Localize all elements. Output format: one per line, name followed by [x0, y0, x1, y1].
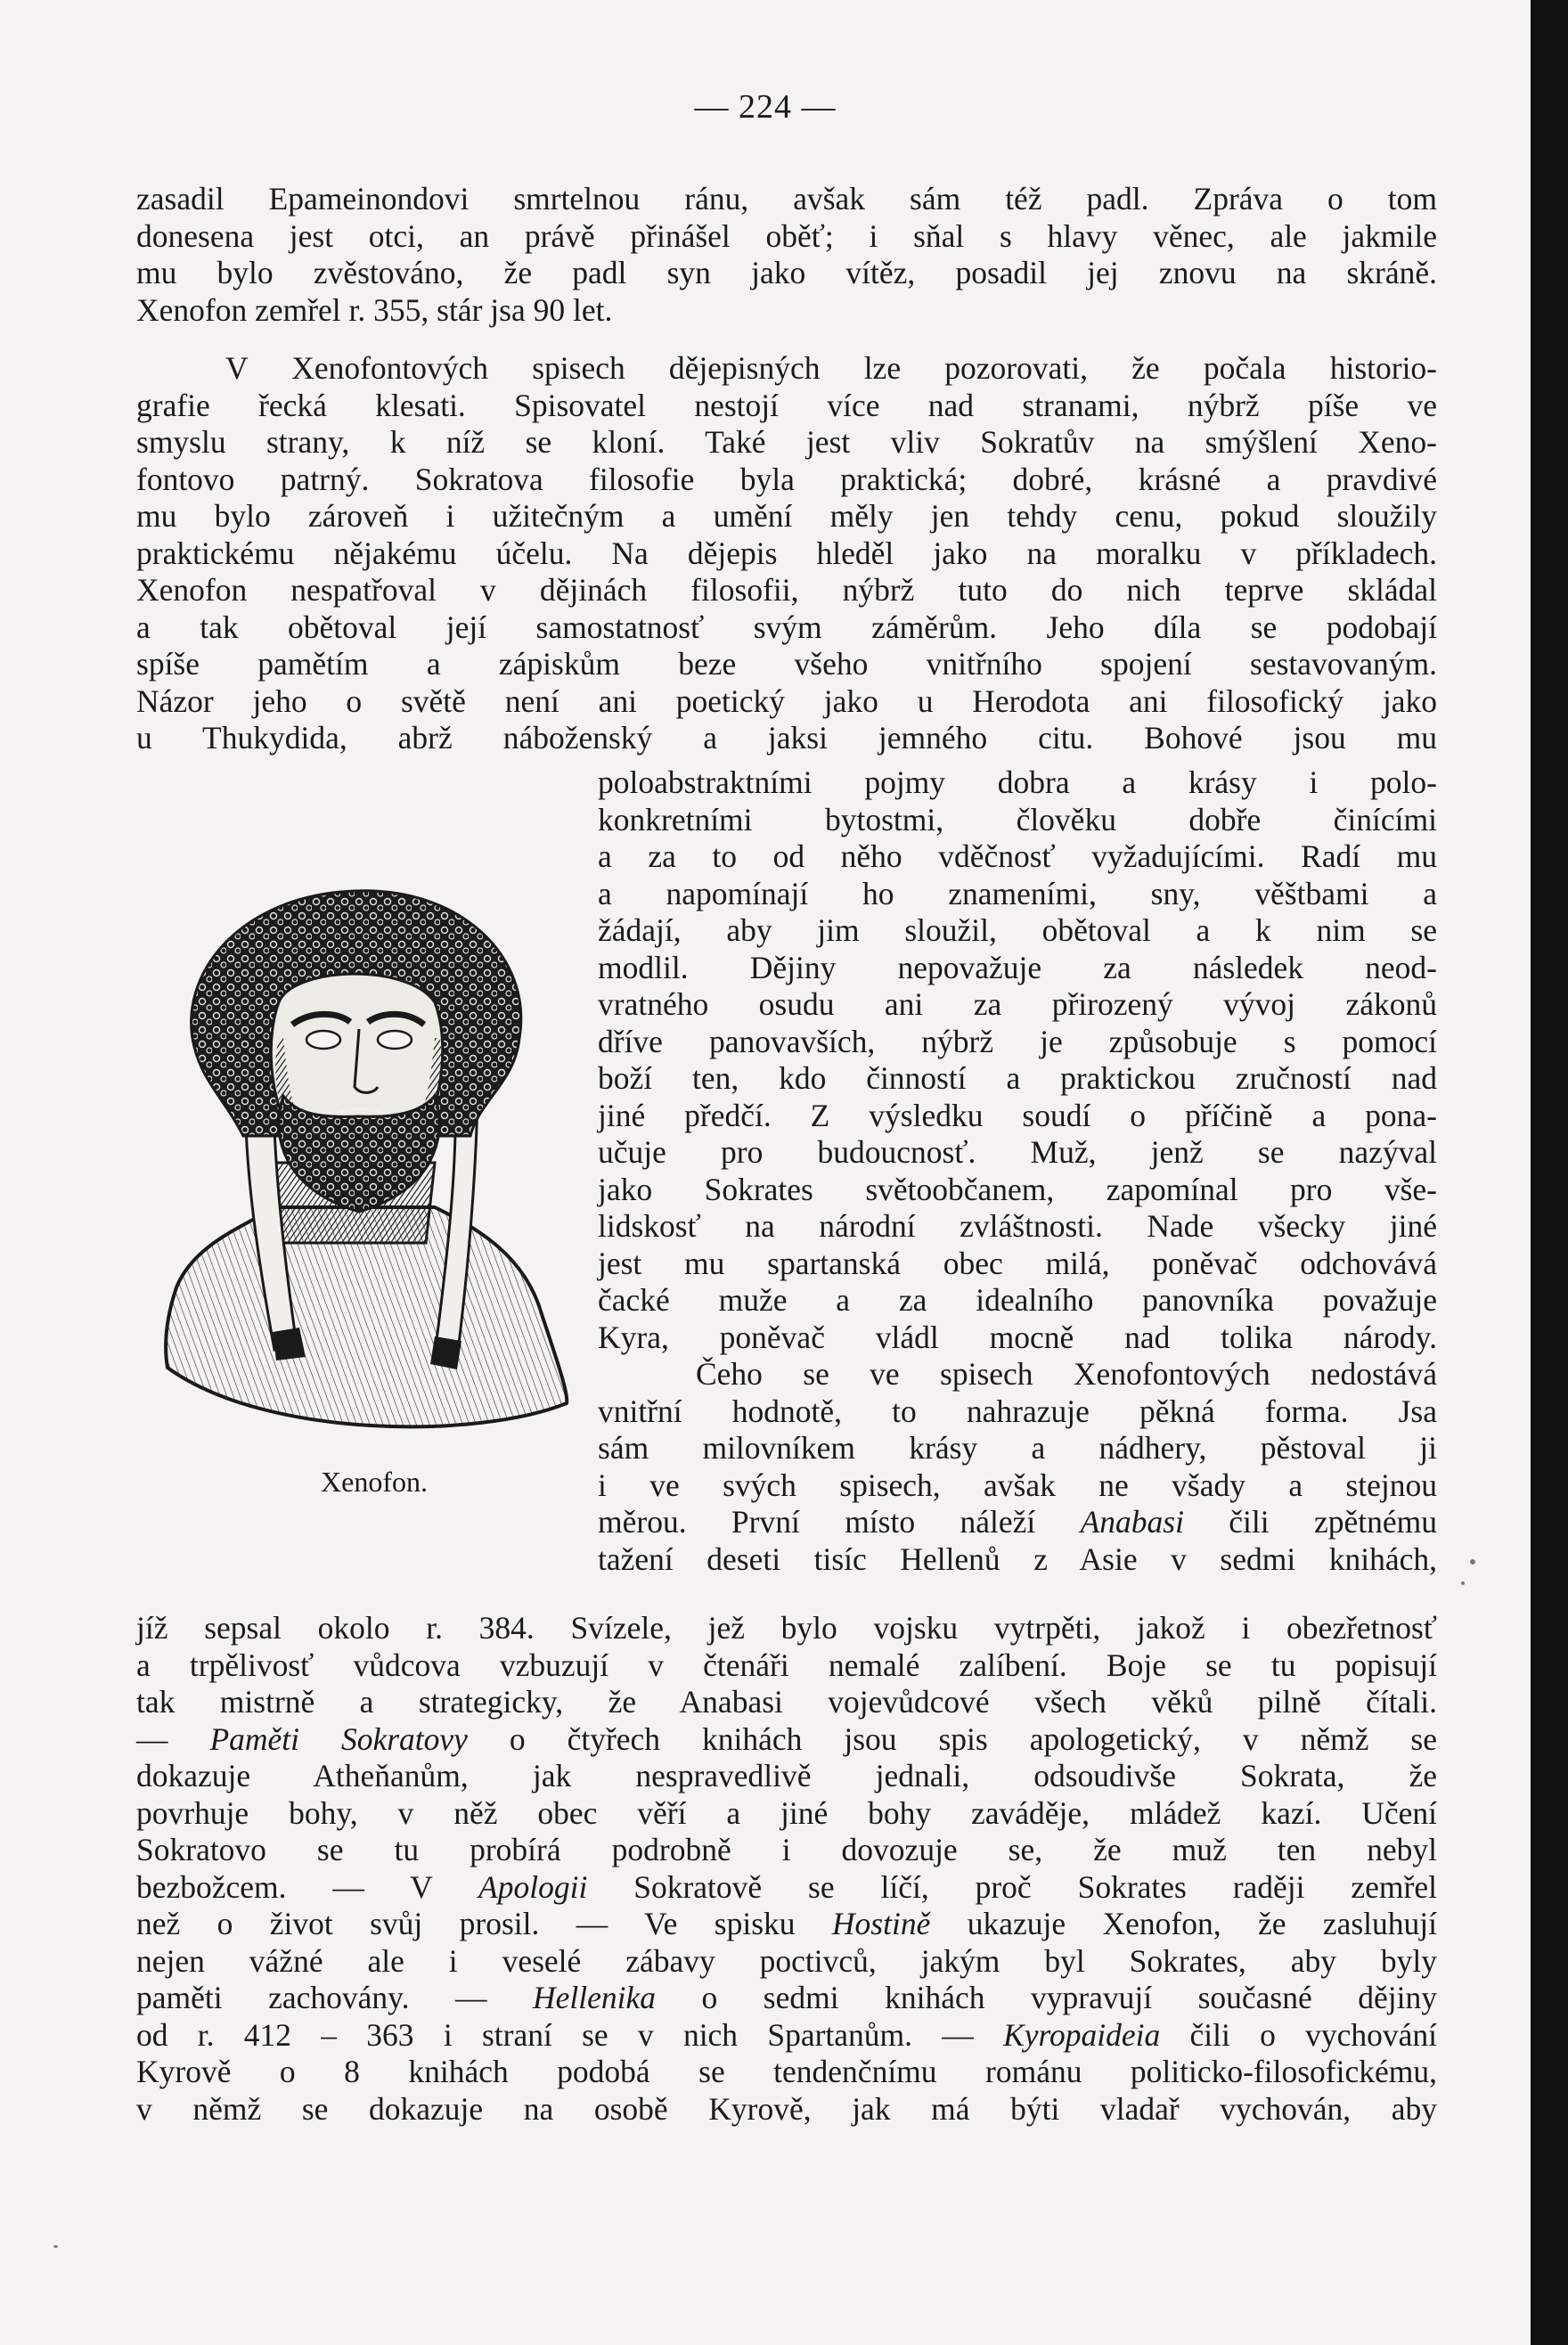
text-line: praktickému nějakému účelu. Na dějepis hleděl jako na moralku v příkladech.	[136, 535, 1437, 571]
text-line	[136, 1721, 1437, 1759]
text-line: Xenofon zemřel r. 355, stár jsa 90 let.	[136, 291, 613, 328]
text-line: mu bylo zároveň i užitečným a umění měly jen tehdy cenu, pokud sloužily	[136, 498, 1437, 534]
text-line: poloabstraktními pojmy dobra a krásy i polo-	[598, 764, 1437, 800]
text-line: fontovo patrný. Sokratova filosofie byla praktická; dobré, krásné a pravdivé	[136, 461, 1437, 497]
page-number: — 224 —	[694, 88, 837, 126]
text-line: tažení deseti tisíc Hellenů z Asie v sedmi knihách,	[598, 1540, 1437, 1577]
work-title: Apologii	[478, 1868, 588, 1905]
text-run: ukazuje Xenofon, že zasluhují	[930, 1906, 1437, 1941]
text-line: a trpělivosť vůdcova vzbuzují v čtenáři nemalé zalíbení. Boje se tu popisují	[136, 1646, 1437, 1683]
text-line: Čeho se ve spisech Xenofontových nedostává	[696, 1356, 1437, 1392]
work-title: Paměti Sokratovy	[209, 1720, 468, 1757]
text-run: od r. 412 – 363 i straní se v nich Spartanům. —	[136, 2016, 1004, 2053]
text-run: čili zpětnému	[1183, 1504, 1437, 1540]
text-line	[598, 1504, 1437, 1541]
paragraph-1	[136, 181, 1437, 329]
portrait-caption: Xenofon.	[321, 1466, 428, 1498]
text-line	[136, 2017, 1437, 2055]
paragraph-3-full	[136, 1610, 1437, 2128]
text-line: jest mu spartanská obec milá, poněvač odchovává	[598, 1245, 1437, 1281]
text-line: Kyrově o 8 knihách podobá se tendenčnímu románu politicko-filosofickému,	[136, 2054, 1437, 2089]
text-line: donesena jest otci, an právě přinášel oběť; i sňal s hlavy věnec, ale jakmile	[136, 217, 1437, 254]
text-line: u Thukydida, abrž náboženský a jaksi jemného citu. Bohové jsou mu	[136, 720, 1437, 756]
text-run: čili o vychování	[1160, 2016, 1437, 2053]
text-line: a napomínají ho znameními, sny, věštbami a	[598, 875, 1437, 911]
paragraph-2-column	[598, 764, 1437, 1578]
text-line: jiné předčí. Z výsledku soudí o příčině a pona-	[598, 1097, 1437, 1133]
text-line: boží ten, kdo činností a praktickou zručností nad	[598, 1060, 1437, 1096]
text-line: vratného osudu ani za přirozený vývoj zákonů	[598, 986, 1437, 1022]
text-run: měrou. První místo náleží	[598, 1504, 1081, 1540]
text-line: Xenofon nespatřoval v dějinách filosofii, nýbrž tuto do nich teprve skládal	[136, 572, 1437, 608]
paragraph-2	[136, 350, 1437, 757]
text-run: paměti zachovány. —	[136, 1980, 534, 2015]
work-title-anabasi: Anabasi	[1080, 1504, 1184, 1540]
text-line: i ve svých spisech, avšak ne všady a stejnou	[598, 1467, 1437, 1503]
text-run: než o život svůj prosil. — Ve spisku	[136, 1906, 832, 1941]
scan-speck	[1461, 1581, 1465, 1585]
scan-right-edge	[1531, 0, 1568, 2345]
text-line: Názor jeho o světě není ani poetický jako u Herodota ani filosofický jako	[136, 682, 1437, 719]
text-line: žádají, aby jim sloužil, obětoval a k nim se	[598, 912, 1437, 948]
text-line: nejen vážné ale i veselé zábavy poctivců, jakým byl Sokrates, aby byly	[136, 1942, 1437, 1979]
work-title: Hostině	[831, 1906, 931, 1941]
text-line: povrhuje bohy, v něž obec věří a jiné bohy zaváděje, mládež kazí. Učení	[136, 1794, 1437, 1831]
text-line: a za to od něho vděčnosť vyžadujícími. Radí mu	[598, 838, 1437, 874]
scan-speck	[53, 2245, 58, 2248]
text-run: o sedmi knihách vypravují současné dějiny	[656, 1980, 1437, 2015]
text-line	[136, 1906, 1437, 1943]
text-line	[136, 1980, 1437, 2017]
work-title: Kyropaideia	[1003, 2016, 1161, 2053]
text-line: a tak obětoval její samostatnosť svým záměrům. Jeho díla se podobají	[136, 609, 1437, 645]
text-line: lidskosť na národní zvláštnosti. Nade všecky jiné	[598, 1208, 1437, 1244]
scan-speck	[1470, 1559, 1475, 1565]
text-line: konkretními bytostmi, člověku dobře činícími	[598, 801, 1437, 838]
text-run: bezbožcem. — V	[136, 1868, 479, 1905]
text-line: Kyra, poněvač vládl mocně nad tolika národy.	[598, 1319, 1437, 1355]
text-line: V Xenofontových spisech dějepisných lze pozorovati, že počala historio-	[225, 350, 1437, 386]
text-line: spíše pamětím a zápiskům beze všeho vnitřního spojení sestavovaným.	[136, 646, 1437, 682]
text-line: tak mistrně a strategicky, že Anabasi vojevůdcové všech věků pilně čítali.	[136, 1684, 1437, 1720]
text-run: o čtyřech knihách jsou spis apologetický, v němž se	[467, 1720, 1438, 1757]
text-line: v němž se dokazuje na osobě Kyrově, jak má býti vladař vychován, aby	[136, 2090, 1437, 2127]
text-line	[136, 1869, 1437, 1907]
text-line: Sokratovo se tu probírá podrobně i dovozuje se, že muž ten nebyl	[136, 1832, 1437, 1867]
text-line: dříve panovavších, nýbrž je způsobuje s pomocí	[598, 1023, 1437, 1059]
text-line: čacké muže a za idealního panovníka považuje	[598, 1282, 1437, 1318]
text-line: modlil. Dějiny nepovažuje za následek neod-	[598, 949, 1437, 985]
text-line: grafie řecká klesati. Spisovatel nestojí více nad stranami, nýbrž píše ve	[136, 387, 1437, 423]
text-run: —	[136, 1720, 210, 1757]
text-line: sám milovníkem krásy a nádhery, pěstoval ji	[598, 1430, 1437, 1466]
text-line: zasadil Epameinondovi smrtelnou ránu, avšak sám též padl. Zpráva o tom	[136, 181, 1437, 217]
text-line: dokazuje Atheňanům, jak nespravedlivě jednali, odsoudivše Sokrata, že	[136, 1758, 1437, 1793]
text-line: jako Sokrates světoobčanem, zapomínal pro vše-	[598, 1171, 1437, 1207]
xenofon-portrait-icon	[141, 869, 577, 1439]
text-line: smyslu strany, k níž se kloní. Také jest vliv Sokratův na smýšlení Xeno-	[136, 424, 1437, 460]
text-line: vnitřní hodnotě, to nahrazuje pěkná forma. Jsa	[598, 1393, 1437, 1429]
text-line: mu bylo zvěstováno, že padl syn jako vítěz, posadil jej znovu na skráně.	[136, 255, 1437, 290]
text-line: učuje pro budoucnosť. Muž, jenž se nazýval	[598, 1134, 1437, 1170]
text-line: jíž sepsal okolo r. 384. Svízele, jež bylo vojsku vytrpěti, jakož i obezřetnosť	[136, 1610, 1437, 1646]
work-title: Hellenika	[533, 1980, 657, 2015]
text-run: Sokratově se líčí, proč Sokrates raději zemřel	[587, 1868, 1437, 1905]
